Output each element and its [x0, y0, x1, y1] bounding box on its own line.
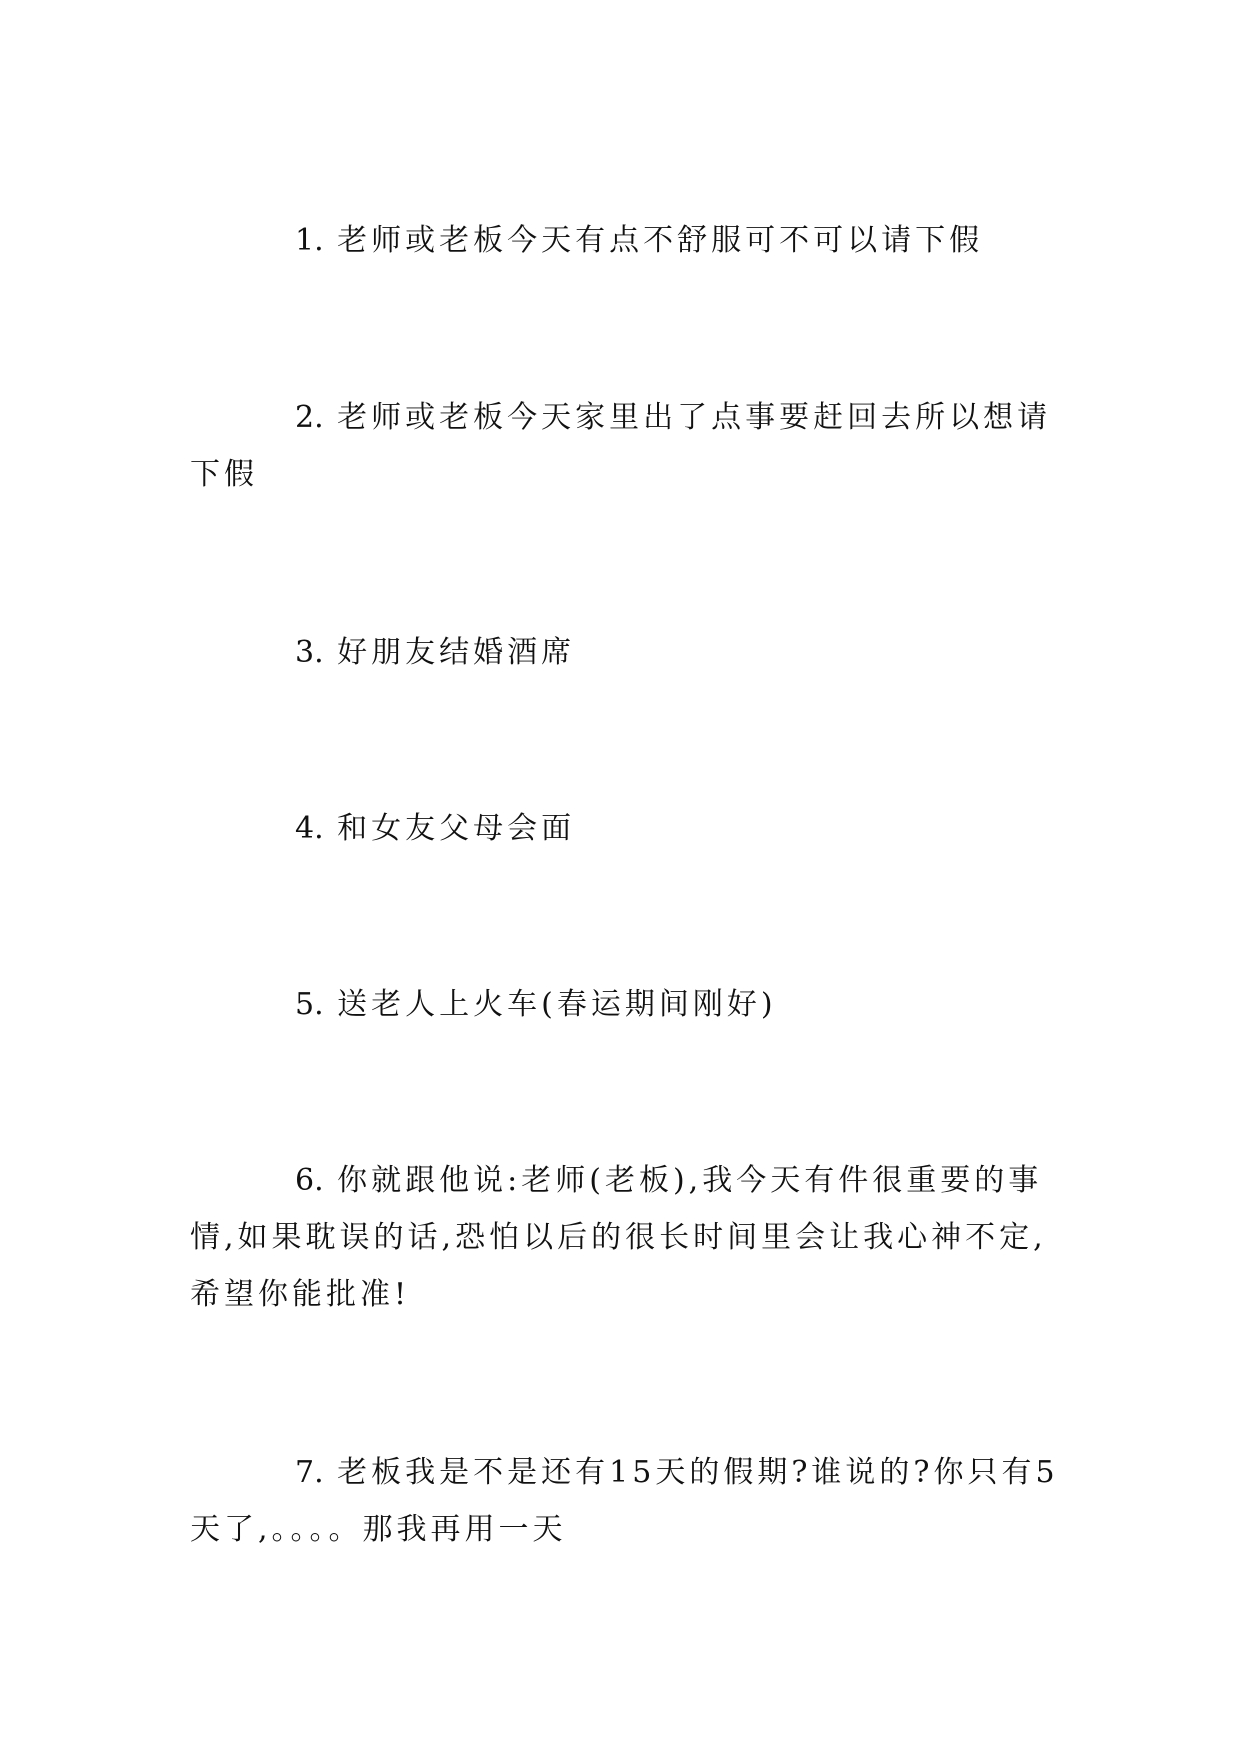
list-item — [190, 624, 1060, 681]
list-item — [190, 976, 1060, 1033]
item-text: 老师或老板今天有点不舒服可不可以请下假 — [337, 223, 984, 258]
item-text: 老板我是不是还有15天的假期?谁说的?你只有5天了,。。。。那我再用一天 — [190, 1455, 1059, 1547]
item-number: 3. — [295, 635, 324, 670]
list-item — [190, 800, 1060, 857]
item-text: 好朋友结婚酒席 — [337, 635, 576, 670]
item-number: 2. — [295, 400, 324, 435]
list-item — [190, 1152, 1060, 1323]
item-number: 1. — [295, 223, 324, 258]
item-text: 你就跟他说:老师(老板),我今天有件很重要的事情,如果耽误的话,恐怕以后的很长时间里会让我心神不定,希望你能批准! — [190, 1163, 1047, 1312]
item-text: 送老人上火车(春运期间刚好) — [337, 987, 777, 1022]
list-item — [190, 389, 1060, 503]
item-text: 和女友父母会面 — [337, 811, 576, 846]
list-item — [190, 1444, 1060, 1558]
item-number: 5. — [295, 987, 324, 1022]
list-item — [190, 212, 1060, 269]
item-text: 老师或老板今天家里出了点事要赶回去所以想请下假 — [190, 400, 1052, 492]
item-number: 4. — [295, 811, 324, 846]
item-number: 6. — [295, 1163, 324, 1198]
item-number: 7. — [295, 1455, 324, 1490]
